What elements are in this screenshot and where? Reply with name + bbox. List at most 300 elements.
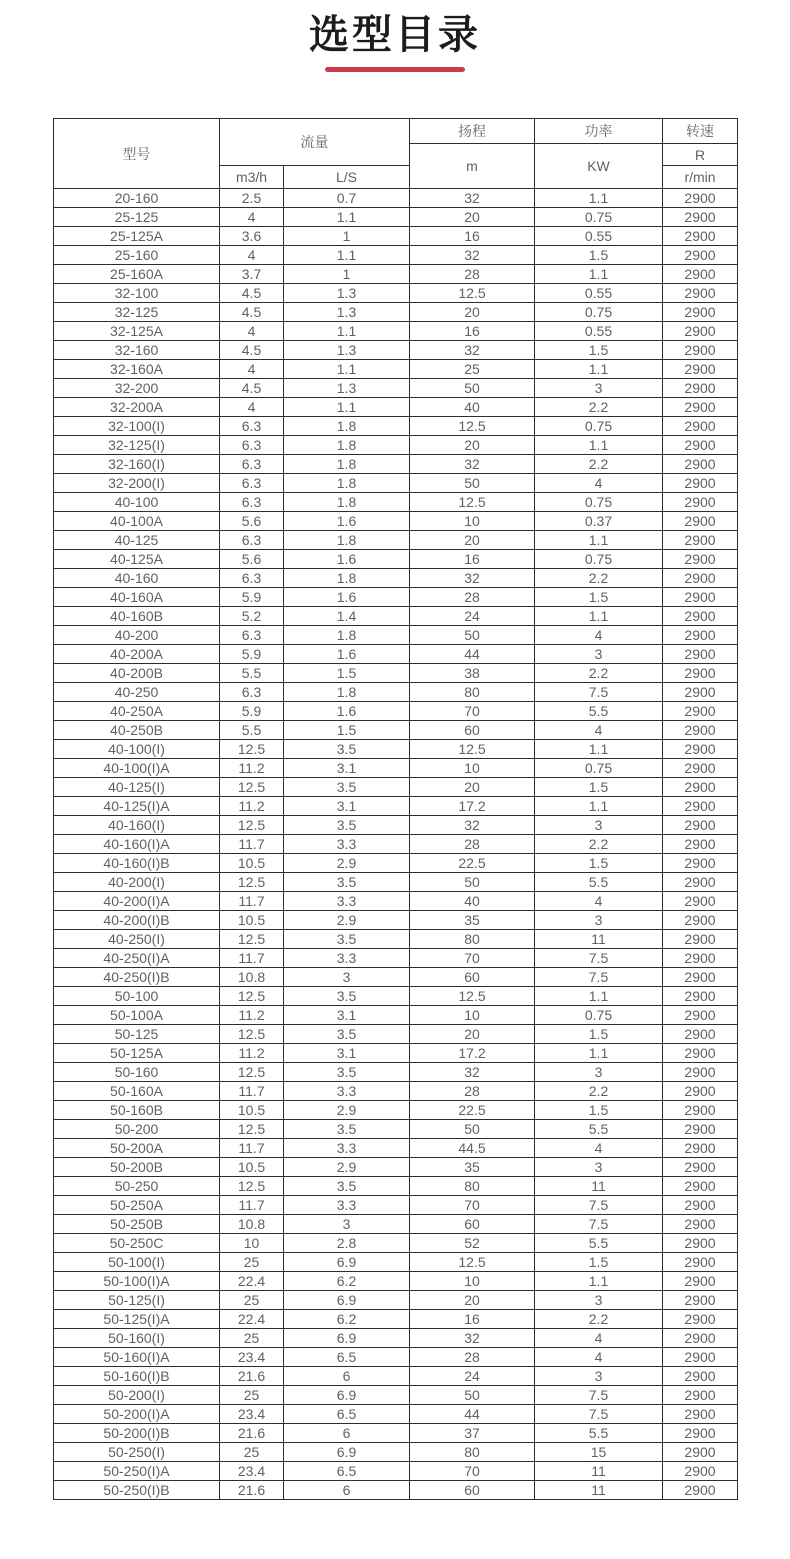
table-row: [54, 854, 738, 873]
table-row: [54, 512, 738, 531]
power-cell: 11: [535, 1462, 663, 1481]
flow-ls-cell: 1.3: [284, 284, 410, 303]
power-cell: 11: [535, 1481, 663, 1500]
speed-cell: 2900: [663, 607, 738, 626]
model-cell: 32-125A: [54, 322, 220, 341]
flow-m3h-cell: 23.4: [220, 1348, 284, 1367]
model-cell: 40-250: [54, 683, 220, 702]
head-cell: 50: [410, 626, 535, 645]
power-cell: 4: [535, 474, 663, 493]
flow-m3h-cell: 6.3: [220, 474, 284, 493]
power-cell: 7.5: [535, 968, 663, 987]
model-cell: 50-250(I): [54, 1443, 220, 1462]
flow-ls-cell: 3.5: [284, 740, 410, 759]
table-row: [54, 246, 738, 265]
head-cell: 12.5: [410, 987, 535, 1006]
flow-m3h-cell: 5.2: [220, 607, 284, 626]
flow-m3h-cell: 22.4: [220, 1272, 284, 1291]
flow-m3h-cell: 12.5: [220, 816, 284, 835]
flow-ls-cell: 3.1: [284, 1006, 410, 1025]
speed-cell: 2900: [663, 968, 738, 987]
speed-cell: 2900: [663, 1405, 738, 1424]
head-cell: 70: [410, 949, 535, 968]
header-flow-ls: L/S: [284, 166, 410, 189]
power-cell: 3: [535, 379, 663, 398]
power-cell: 1.5: [535, 588, 663, 607]
flow-ls-cell: 2.9: [284, 911, 410, 930]
flow-m3h-cell: 4.5: [220, 303, 284, 322]
flow-m3h-cell: 5.9: [220, 645, 284, 664]
power-cell: 1.1: [535, 1044, 663, 1063]
flow-m3h-cell: 4: [220, 208, 284, 227]
table-row: [54, 208, 738, 227]
power-cell: 3: [535, 645, 663, 664]
flow-m3h-cell: 4.5: [220, 379, 284, 398]
flow-m3h-cell: 25: [220, 1329, 284, 1348]
flow-ls-cell: 3.3: [284, 1139, 410, 1158]
head-cell: 32: [410, 1063, 535, 1082]
flow-ls-cell: 1.6: [284, 588, 410, 607]
speed-cell: 2900: [663, 1158, 738, 1177]
model-cell: 50-160(I)A: [54, 1348, 220, 1367]
head-cell: 52: [410, 1234, 535, 1253]
table-row: [54, 1196, 738, 1215]
speed-cell: 2900: [663, 569, 738, 588]
head-cell: 37: [410, 1424, 535, 1443]
head-cell: 20: [410, 1291, 535, 1310]
table-row: [54, 1158, 738, 1177]
flow-m3h-cell: 6.3: [220, 531, 284, 550]
head-cell: 12.5: [410, 284, 535, 303]
speed-cell: 2900: [663, 873, 738, 892]
head-cell: 60: [410, 721, 535, 740]
table-row: [54, 1272, 738, 1291]
table-row: [54, 1443, 738, 1462]
flow-m3h-cell: 6.3: [220, 455, 284, 474]
speed-cell: 2900: [663, 1025, 738, 1044]
speed-cell: 2900: [663, 626, 738, 645]
table-row: [54, 227, 738, 246]
table-row: [54, 1424, 738, 1443]
head-cell: 50: [410, 1386, 535, 1405]
flow-m3h-cell: 10: [220, 1234, 284, 1253]
speed-cell: 2900: [663, 1310, 738, 1329]
table-row: [54, 417, 738, 436]
power-cell: 2.2: [535, 1082, 663, 1101]
flow-ls-cell: 1.8: [284, 455, 410, 474]
table-row: [54, 588, 738, 607]
table-row: [54, 664, 738, 683]
model-cell: 40-200(I)B: [54, 911, 220, 930]
model-cell: 50-200(I)A: [54, 1405, 220, 1424]
speed-cell: 2900: [663, 189, 738, 208]
flow-ls-cell: 2.9: [284, 854, 410, 873]
flow-m3h-cell: 22.4: [220, 1310, 284, 1329]
flow-ls-cell: 1.8: [284, 436, 410, 455]
flow-ls-cell: 2.8: [284, 1234, 410, 1253]
flow-ls-cell: 6.9: [284, 1386, 410, 1405]
speed-cell: 2900: [663, 1367, 738, 1386]
power-cell: 2.2: [535, 1310, 663, 1329]
speed-cell: 2900: [663, 892, 738, 911]
speed-cell: 2900: [663, 797, 738, 816]
flow-m3h-cell: 5.5: [220, 664, 284, 683]
flow-m3h-cell: 11.7: [220, 1082, 284, 1101]
model-cell: 25-125: [54, 208, 220, 227]
model-cell: 40-100(I)A: [54, 759, 220, 778]
head-cell: 80: [410, 930, 535, 949]
table-row: [54, 189, 738, 208]
header-flow-m3h: m3/h: [220, 166, 284, 189]
flow-m3h-cell: 4: [220, 246, 284, 265]
speed-cell: 2900: [663, 740, 738, 759]
flow-m3h-cell: 11.2: [220, 1006, 284, 1025]
flow-m3h-cell: 25: [220, 1291, 284, 1310]
table-row: [54, 759, 738, 778]
model-cell: 32-100: [54, 284, 220, 303]
model-cell: 40-125A: [54, 550, 220, 569]
head-cell: 28: [410, 1348, 535, 1367]
speed-cell: 2900: [663, 398, 738, 417]
flow-ls-cell: 1.1: [284, 208, 410, 227]
flow-ls-cell: 3.5: [284, 873, 410, 892]
model-cell: 50-160(I): [54, 1329, 220, 1348]
flow-m3h-cell: 12.5: [220, 987, 284, 1006]
model-cell: 50-250A: [54, 1196, 220, 1215]
power-cell: 4: [535, 892, 663, 911]
header-power-unit: KW: [535, 144, 663, 189]
flow-ls-cell: 1.8: [284, 531, 410, 550]
speed-cell: 2900: [663, 1063, 738, 1082]
model-cell: 25-160: [54, 246, 220, 265]
flow-ls-cell: 3.1: [284, 759, 410, 778]
table-row: [54, 1329, 738, 1348]
power-cell: 1.5: [535, 1101, 663, 1120]
table-row: [54, 531, 738, 550]
flow-ls-cell: 6.5: [284, 1348, 410, 1367]
table-row: [54, 455, 738, 474]
flow-m3h-cell: 25: [220, 1386, 284, 1405]
head-cell: 32: [410, 341, 535, 360]
table-row: [54, 569, 738, 588]
flow-ls-cell: 1.8: [284, 569, 410, 588]
speed-cell: 2900: [663, 1139, 738, 1158]
flow-m3h-cell: 6.3: [220, 569, 284, 588]
head-cell: 44.5: [410, 1139, 535, 1158]
flow-m3h-cell: 10.8: [220, 968, 284, 987]
speed-cell: 2900: [663, 854, 738, 873]
table-row: [54, 1139, 738, 1158]
power-cell: 1.1: [535, 265, 663, 284]
model-cell: 50-200: [54, 1120, 220, 1139]
model-cell: 32-200A: [54, 398, 220, 417]
flow-ls-cell: 6: [284, 1367, 410, 1386]
flow-m3h-cell: 11.2: [220, 797, 284, 816]
table-header: [54, 119, 738, 189]
flow-m3h-cell: 5.9: [220, 588, 284, 607]
table-row: [54, 284, 738, 303]
head-cell: 35: [410, 1158, 535, 1177]
table-row: [54, 398, 738, 417]
flow-m3h-cell: 21.6: [220, 1481, 284, 1500]
head-cell: 32: [410, 1329, 535, 1348]
model-cell: 40-250(I)B: [54, 968, 220, 987]
model-cell: 50-200(I): [54, 1386, 220, 1405]
model-cell: 40-200A: [54, 645, 220, 664]
power-cell: 1.1: [535, 987, 663, 1006]
flow-ls-cell: 3.3: [284, 1196, 410, 1215]
power-cell: 1.5: [535, 341, 663, 360]
model-cell: 50-160A: [54, 1082, 220, 1101]
flow-ls-cell: 6.9: [284, 1253, 410, 1272]
table-row: [54, 1120, 738, 1139]
flow-ls-cell: 3.5: [284, 778, 410, 797]
header-model: 型号: [54, 119, 220, 189]
head-cell: 32: [410, 455, 535, 474]
head-cell: 80: [410, 1443, 535, 1462]
page-title: 选型目录: [309, 13, 481, 57]
power-cell: 3: [535, 1367, 663, 1386]
head-cell: 12.5: [410, 417, 535, 436]
head-cell: 20: [410, 436, 535, 455]
speed-cell: 2900: [663, 1082, 738, 1101]
model-cell: 25-160A: [54, 265, 220, 284]
head-cell: 17.2: [410, 1044, 535, 1063]
speed-cell: 2900: [663, 759, 738, 778]
flow-m3h-cell: 6.3: [220, 626, 284, 645]
flow-ls-cell: 3.5: [284, 1063, 410, 1082]
flow-ls-cell: 3.1: [284, 1044, 410, 1063]
table-row: [54, 1082, 738, 1101]
model-cell: 50-250(I)A: [54, 1462, 220, 1481]
flow-ls-cell: 6: [284, 1424, 410, 1443]
flow-m3h-cell: 6.3: [220, 493, 284, 512]
speed-cell: 2900: [663, 588, 738, 607]
head-cell: 28: [410, 265, 535, 284]
speed-cell: 2900: [663, 417, 738, 436]
speed-cell: 2900: [663, 1386, 738, 1405]
model-cell: 50-200B: [54, 1158, 220, 1177]
table-row: [54, 930, 738, 949]
model-cell: 50-100(I)A: [54, 1272, 220, 1291]
head-cell: 28: [410, 835, 535, 854]
head-cell: 16: [410, 550, 535, 569]
head-cell: 80: [410, 1177, 535, 1196]
head-cell: 80: [410, 683, 535, 702]
power-cell: 5.5: [535, 1234, 663, 1253]
power-cell: 11: [535, 930, 663, 949]
model-cell: 40-200: [54, 626, 220, 645]
head-cell: 20: [410, 208, 535, 227]
model-cell: 50-125A: [54, 1044, 220, 1063]
flow-m3h-cell: 11.7: [220, 949, 284, 968]
head-cell: 28: [410, 1082, 535, 1101]
flow-ls-cell: 1.1: [284, 398, 410, 417]
table-row: [54, 892, 738, 911]
flow-ls-cell: 1.3: [284, 379, 410, 398]
table-row: [54, 1310, 738, 1329]
head-cell: 12.5: [410, 740, 535, 759]
speed-cell: 2900: [663, 1177, 738, 1196]
model-cell: 50-250B: [54, 1215, 220, 1234]
model-cell: 40-200(I)A: [54, 892, 220, 911]
table-row: [54, 1348, 738, 1367]
speed-cell: 2900: [663, 721, 738, 740]
table-row: [54, 911, 738, 930]
table-row: [54, 1063, 738, 1082]
table-row: [54, 949, 738, 968]
table-row: [54, 835, 738, 854]
flow-ls-cell: 1.6: [284, 702, 410, 721]
power-cell: 5.5: [535, 1424, 663, 1443]
table-row: [54, 968, 738, 987]
flow-m3h-cell: 3.7: [220, 265, 284, 284]
flow-ls-cell: 2.9: [284, 1158, 410, 1177]
table-body: [54, 189, 738, 1500]
head-cell: 10: [410, 1272, 535, 1291]
flow-m3h-cell: 11.2: [220, 1044, 284, 1063]
speed-cell: 2900: [663, 208, 738, 227]
flow-ls-cell: 0.7: [284, 189, 410, 208]
head-cell: 40: [410, 398, 535, 417]
table-row: [54, 1367, 738, 1386]
model-cell: 50-100A: [54, 1006, 220, 1025]
power-cell: 1.1: [535, 607, 663, 626]
flow-ls-cell: 3.1: [284, 797, 410, 816]
head-cell: 20: [410, 1025, 535, 1044]
table-row: [54, 645, 738, 664]
speed-cell: 2900: [663, 1462, 738, 1481]
model-cell: 40-160A: [54, 588, 220, 607]
flow-ls-cell: 1.6: [284, 645, 410, 664]
table-row: [54, 1405, 738, 1424]
header-power: 功率: [535, 119, 663, 144]
flow-ls-cell: 1.1: [284, 360, 410, 379]
model-cell: 40-125(I)A: [54, 797, 220, 816]
flow-ls-cell: 6: [284, 1481, 410, 1500]
model-cell: 40-100: [54, 493, 220, 512]
table-row: [54, 1101, 738, 1120]
model-cell: 40-160(I)A: [54, 835, 220, 854]
power-cell: 0.37: [535, 512, 663, 531]
flow-m3h-cell: 12.5: [220, 873, 284, 892]
model-cell: 40-250(I)A: [54, 949, 220, 968]
model-cell: 40-100A: [54, 512, 220, 531]
power-cell: 4: [535, 721, 663, 740]
table-row: [54, 265, 738, 284]
flow-ls-cell: 1.8: [284, 683, 410, 702]
power-cell: 2.2: [535, 664, 663, 683]
head-cell: 16: [410, 322, 535, 341]
power-cell: 0.75: [535, 1006, 663, 1025]
model-cell: 32-100(I): [54, 417, 220, 436]
model-cell: 50-250(I)B: [54, 1481, 220, 1500]
flow-m3h-cell: 10.5: [220, 1158, 284, 1177]
table-row: [54, 1253, 738, 1272]
speed-cell: 2900: [663, 683, 738, 702]
model-cell: 40-250B: [54, 721, 220, 740]
power-cell: 0.55: [535, 284, 663, 303]
power-cell: 2.2: [535, 835, 663, 854]
power-cell: 4: [535, 626, 663, 645]
flow-m3h-cell: 12.5: [220, 740, 284, 759]
head-cell: 50: [410, 873, 535, 892]
power-cell: 0.75: [535, 759, 663, 778]
flow-ls-cell: 6.2: [284, 1310, 410, 1329]
flow-ls-cell: 6.9: [284, 1291, 410, 1310]
model-cell: 40-200(I): [54, 873, 220, 892]
flow-ls-cell: 1.6: [284, 512, 410, 531]
table-row: [54, 493, 738, 512]
speed-cell: 2900: [663, 1006, 738, 1025]
flow-m3h-cell: 6.3: [220, 436, 284, 455]
speed-cell: 2900: [663, 702, 738, 721]
flow-ls-cell: 6.9: [284, 1443, 410, 1462]
table-row: [54, 1044, 738, 1063]
power-cell: 0.75: [535, 303, 663, 322]
speed-cell: 2900: [663, 1120, 738, 1139]
head-cell: 60: [410, 968, 535, 987]
flow-m3h-cell: 5.6: [220, 512, 284, 531]
power-cell: 0.75: [535, 550, 663, 569]
flow-m3h-cell: 11.7: [220, 835, 284, 854]
power-cell: 5.5: [535, 702, 663, 721]
head-cell: 20: [410, 778, 535, 797]
table-row: [54, 1177, 738, 1196]
head-cell: 50: [410, 474, 535, 493]
model-cell: 50-125(I): [54, 1291, 220, 1310]
table-row: [54, 778, 738, 797]
power-cell: 0.55: [535, 322, 663, 341]
flow-ls-cell: 3.5: [284, 1025, 410, 1044]
speed-cell: 2900: [663, 512, 738, 531]
head-cell: 12.5: [410, 493, 535, 512]
table-row: [54, 1025, 738, 1044]
table-row: [54, 341, 738, 360]
power-cell: 0.75: [535, 417, 663, 436]
head-cell: 22.5: [410, 854, 535, 873]
flow-m3h-cell: 6.3: [220, 683, 284, 702]
table-row: [54, 816, 738, 835]
flow-m3h-cell: 11.7: [220, 1139, 284, 1158]
flow-m3h-cell: 12.5: [220, 778, 284, 797]
model-cell: 40-125(I): [54, 778, 220, 797]
flow-ls-cell: 3: [284, 1215, 410, 1234]
flow-ls-cell: 1.6: [284, 550, 410, 569]
head-cell: 40: [410, 892, 535, 911]
head-cell: 50: [410, 1120, 535, 1139]
flow-m3h-cell: 5.9: [220, 702, 284, 721]
flow-ls-cell: 1.8: [284, 417, 410, 436]
flow-ls-cell: 3.5: [284, 987, 410, 1006]
head-cell: 16: [410, 1310, 535, 1329]
model-cell: 40-160(I): [54, 816, 220, 835]
table-row: [54, 1234, 738, 1253]
flow-m3h-cell: 6.3: [220, 417, 284, 436]
power-cell: 1.1: [535, 1272, 663, 1291]
speed-cell: 2900: [663, 930, 738, 949]
power-cell: 7.5: [535, 1405, 663, 1424]
flow-m3h-cell: 21.6: [220, 1367, 284, 1386]
flow-m3h-cell: 5.6: [220, 550, 284, 569]
power-cell: 0.55: [535, 227, 663, 246]
power-cell: 2.2: [535, 569, 663, 588]
model-cell: 40-160B: [54, 607, 220, 626]
head-cell: 32: [410, 246, 535, 265]
power-cell: 0.75: [535, 493, 663, 512]
model-cell: 40-160(I)B: [54, 854, 220, 873]
table-row: [54, 1215, 738, 1234]
